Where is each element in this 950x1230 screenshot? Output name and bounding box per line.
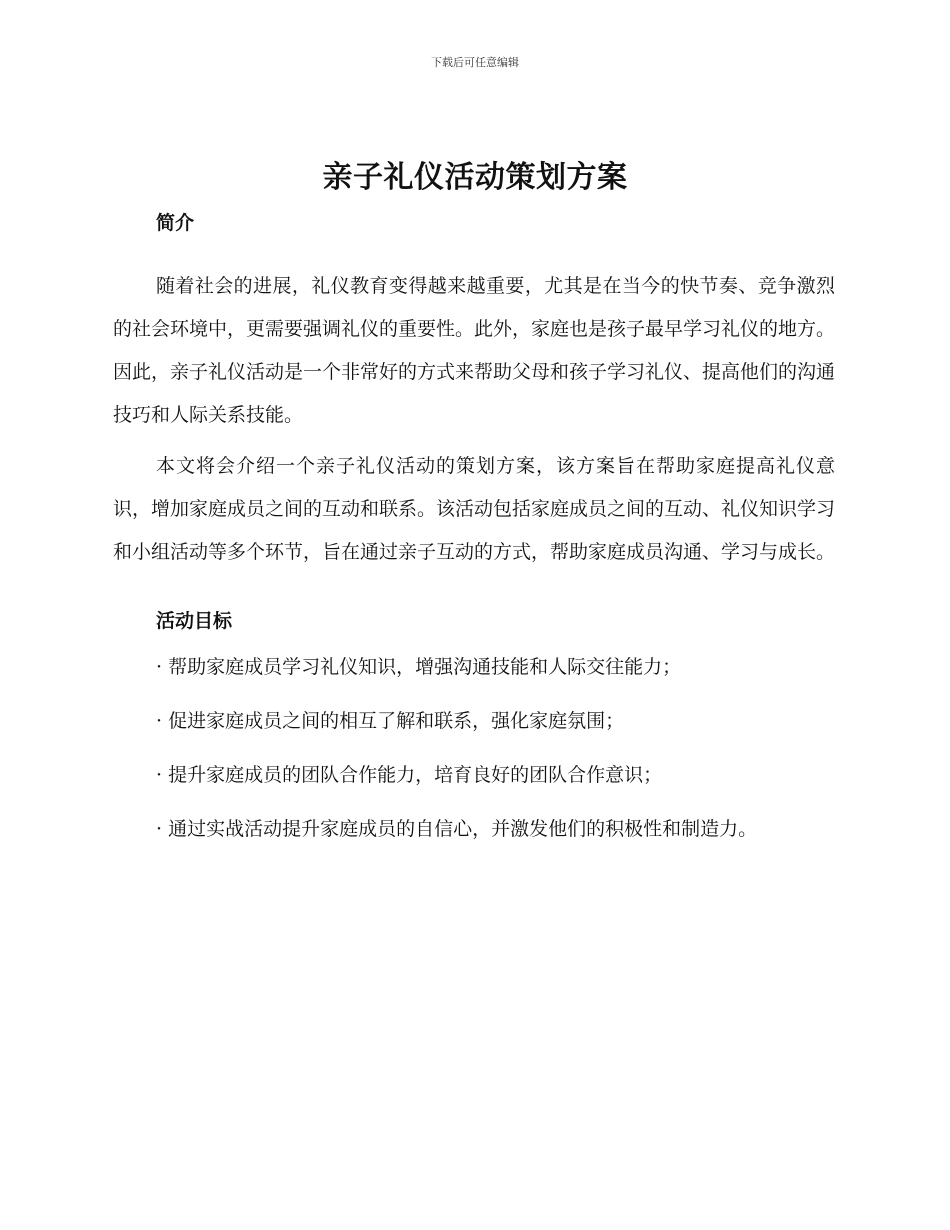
goal-list-item: · 通过实战活动提升家庭成员的自信心，并激发他们的积极性和制造力。 — [156, 818, 758, 840]
goal-list-item: · 帮助家庭成员学习礼仪知识，增强沟通技能和人际交往能力； — [156, 656, 682, 678]
intro-paragraph: 本文将会介绍一个亲子礼仪活动的策划方案，该方案旨在帮助家庭提高礼仪意识，增加家庭成员之间的互动和联系。该活动包括家庭成员之间的互动、礼仪知识学习和小组活动等多个环节，旨在通过亲子互动的方式，帮助家庭成员沟通、学习与成长。 — [113, 455, 836, 563]
document-title: 亲子礼仪活动策划方案 — [322, 160, 628, 195]
goal-list-item: · 提升家庭成员的团队合作能力，培育良好的团队合作意识； — [156, 764, 663, 786]
document-body — [113, 200, 835, 851]
page-header-note: 下载后可任意编辑 — [431, 56, 519, 69]
intro-paragraph: 随着社会的进展，礼仪教育变得越来越重要，尤其是在当今的快节奏、竞争激烈的社会环境中，更需要强调礼仪的重要性。此外，家庭也是孩子最早学习礼仪的地方。因此，亲子礼仪活动是一个非常好的方式来帮助父母和孩子学习礼仪、提高他们的沟通技巧和人际关系技能。 — [113, 275, 836, 426]
goal-list-item: · 促进家庭成员之间的相互了解和联系，强化家庭氛围； — [156, 710, 625, 732]
section-heading-goals: 活动目标 — [156, 610, 233, 632]
section-heading-intro: 简介 — [156, 212, 195, 234]
goals-list — [113, 646, 835, 851]
